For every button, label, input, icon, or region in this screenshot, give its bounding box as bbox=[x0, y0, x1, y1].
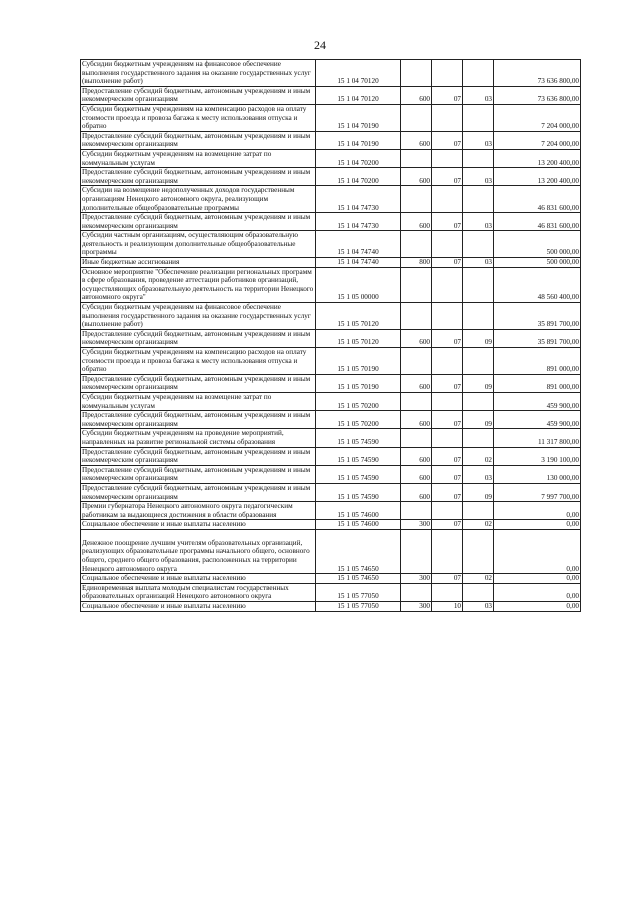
item-section: 07 bbox=[432, 86, 463, 104]
item-sum: 459 900,00 bbox=[494, 411, 581, 429]
item-section: 07 bbox=[432, 483, 463, 501]
item-expense-type bbox=[401, 429, 432, 447]
table-row bbox=[81, 267, 581, 302]
table-row bbox=[81, 374, 581, 392]
budget-table-body bbox=[81, 60, 581, 612]
item-expense-type: 600 bbox=[401, 86, 432, 104]
item-name: Субсидии бюджетным учреждениям на возмещение затрат по коммунальным услугам bbox=[81, 392, 316, 410]
item-sum: 500 000,00 bbox=[494, 258, 581, 268]
item-section: 07 bbox=[432, 258, 463, 268]
item-sum: 459 900,00 bbox=[494, 392, 581, 410]
item-subsection: 02 bbox=[463, 520, 494, 530]
item-name: Субсидии бюджетным учреждениям на проведение мероприятий, направленных на развитие региональной системы образования bbox=[81, 429, 316, 447]
item-subsection: 03 bbox=[463, 258, 494, 268]
item-expense-type bbox=[401, 60, 432, 87]
item-expense-type: 800 bbox=[401, 258, 432, 268]
item-name: Субсидии бюджетным учреждениям на компенсацию расходов на оплату стоимости проезда и провоза багажа к месту использования отпуска и обратно bbox=[81, 348, 316, 375]
item-sum: 0,00 bbox=[494, 520, 581, 530]
item-sum: 48 560 400,00 bbox=[494, 267, 581, 302]
item-expense-type: 300 bbox=[401, 574, 432, 584]
item-name: Основное мероприятие "Обеспечение реализации региональных программ в сфере образования, проведение аттестации работников организаций, осуществляющих образовательную деятельность на территории Ненецкого автономного округа" bbox=[81, 267, 316, 302]
item-subsection bbox=[463, 231, 494, 258]
item-expense-type: 600 bbox=[401, 168, 432, 186]
item-subsection bbox=[463, 529, 494, 573]
item-section bbox=[432, 529, 463, 573]
item-subsection: 09 bbox=[463, 411, 494, 429]
table-row bbox=[81, 168, 581, 186]
table-row bbox=[81, 583, 581, 601]
table-row bbox=[81, 104, 581, 131]
item-expense-type bbox=[401, 529, 432, 573]
item-code: 15 1 04 70190 bbox=[316, 131, 401, 149]
item-section: 07 bbox=[432, 465, 463, 483]
item-section: 07 bbox=[432, 520, 463, 530]
item-expense-type bbox=[401, 392, 432, 410]
item-code: 15 1 05 74600 bbox=[316, 502, 401, 520]
table-row bbox=[81, 149, 581, 167]
item-section bbox=[432, 267, 463, 302]
table-row bbox=[81, 502, 581, 520]
item-code: 15 1 05 70120 bbox=[316, 303, 401, 330]
item-subsection: 09 bbox=[463, 374, 494, 392]
item-name: Иные бюджетные ассигнования bbox=[81, 258, 316, 268]
item-code: 15 1 04 74740 bbox=[316, 231, 401, 258]
item-code: 15 1 05 70200 bbox=[316, 411, 401, 429]
table-row bbox=[81, 520, 581, 530]
item-expense-type bbox=[401, 502, 432, 520]
item-sum: 7 204 000,00 bbox=[494, 104, 581, 131]
item-sum: 891 000,00 bbox=[494, 374, 581, 392]
table-row bbox=[81, 131, 581, 149]
item-expense-type: 600 bbox=[401, 213, 432, 231]
table-row bbox=[81, 186, 581, 213]
item-sum: 7 997 700,00 bbox=[494, 483, 581, 501]
item-name: Социальное обеспечение и иные выплаты населению bbox=[81, 520, 316, 530]
item-section bbox=[432, 149, 463, 167]
item-name: Предоставление субсидий бюджетным, автономным учреждениям и иным некоммерческим организациям bbox=[81, 213, 316, 231]
item-name: Предоставление субсидий бюджетным, автономным учреждениям и иным некоммерческим организациям bbox=[81, 411, 316, 429]
item-subsection bbox=[463, 303, 494, 330]
item-section: 07 bbox=[432, 374, 463, 392]
item-subsection bbox=[463, 502, 494, 520]
item-section bbox=[432, 348, 463, 375]
item-expense-type bbox=[401, 149, 432, 167]
item-code: 15 1 05 77050 bbox=[316, 602, 401, 612]
table-row bbox=[81, 602, 581, 612]
item-section bbox=[432, 186, 463, 213]
item-expense-type bbox=[401, 231, 432, 258]
item-expense-type: 600 bbox=[401, 465, 432, 483]
item-code: 15 1 04 70190 bbox=[316, 104, 401, 131]
item-section: 07 bbox=[432, 411, 463, 429]
item-code: 15 1 05 70190 bbox=[316, 374, 401, 392]
item-sum: 891 000,00 bbox=[494, 348, 581, 375]
table-row bbox=[81, 483, 581, 501]
item-section bbox=[432, 429, 463, 447]
item-name: Предоставление субсидий бюджетным, автономным учреждениям и иным некоммерческим организациям bbox=[81, 447, 316, 465]
item-section: 07 bbox=[432, 213, 463, 231]
item-sum: 73 636 800,00 bbox=[494, 60, 581, 87]
item-section: 07 bbox=[432, 131, 463, 149]
item-name: Субсидии бюджетным учреждениям на финансовое обеспечение выполнения государственного задания на оказание государственных услуг (выполнение работ) bbox=[81, 60, 316, 87]
item-sum: 46 831 600,00 bbox=[494, 213, 581, 231]
item-code: 15 1 05 70120 bbox=[316, 329, 401, 347]
table-row bbox=[81, 529, 581, 573]
item-name: Предоставление субсидий бюджетным, автономным учреждениям и иным некоммерческим организациям bbox=[81, 131, 316, 149]
item-subsection: 03 bbox=[463, 86, 494, 104]
item-sum: 130 000,00 bbox=[494, 465, 581, 483]
item-code: 15 1 04 70120 bbox=[316, 60, 401, 87]
item-code: 15 1 04 70200 bbox=[316, 168, 401, 186]
item-section bbox=[432, 231, 463, 258]
item-name: Премии губернатора Ненецкого автономного округа педагогическим работникам за выдающиеся достижения в области образования bbox=[81, 502, 316, 520]
item-sum: 0,00 bbox=[494, 574, 581, 584]
item-expense-type bbox=[401, 303, 432, 330]
item-name: Субсидии бюджетным учреждениям на финансовое обеспечение выполнения государственного задания на оказание государственных услуг (выполнение работ) bbox=[81, 303, 316, 330]
item-expense-type bbox=[401, 104, 432, 131]
item-code: 15 1 05 74590 bbox=[316, 465, 401, 483]
item-subsection: 02 bbox=[463, 574, 494, 584]
item-section bbox=[432, 502, 463, 520]
item-name: Предоставление субсидий бюджетным, автономным учреждениям и иным некоммерческим организациям bbox=[81, 374, 316, 392]
item-subsection bbox=[463, 267, 494, 302]
table-row bbox=[81, 329, 581, 347]
item-expense-type bbox=[401, 583, 432, 601]
item-code: 15 1 05 77050 bbox=[316, 583, 401, 601]
item-name: Предоставление субсидий бюджетным, автономным учреждениям и иным некоммерческим организациям bbox=[81, 483, 316, 501]
item-name: Предоставление субсидий бюджетным, автономным учреждениям и иным некоммерческим организациям bbox=[81, 465, 316, 483]
item-expense-type: 600 bbox=[401, 131, 432, 149]
item-expense-type: 300 bbox=[401, 602, 432, 612]
table-row bbox=[81, 86, 581, 104]
item-subsection: 02 bbox=[463, 447, 494, 465]
item-section bbox=[432, 392, 463, 410]
item-sum: 0,00 bbox=[494, 602, 581, 612]
item-section: 07 bbox=[432, 447, 463, 465]
item-sum: 7 204 000,00 bbox=[494, 131, 581, 149]
item-name: Субсидии бюджетным учреждениям на компенсацию расходов на оплату стоимости проезда и провоза багажа к месту использования отпуска и обратно bbox=[81, 104, 316, 131]
item-sum: 0,00 bbox=[494, 529, 581, 573]
item-name: Субсидии частным организациям, осуществляющим образовательную деятельность и реализующим дополнительные общеобразовательные программы bbox=[81, 231, 316, 258]
item-expense-type bbox=[401, 267, 432, 302]
item-sum: 73 636 800,00 bbox=[494, 86, 581, 104]
table-row bbox=[81, 231, 581, 258]
item-subsection: 03 bbox=[463, 213, 494, 231]
table-row bbox=[81, 429, 581, 447]
item-subsection bbox=[463, 60, 494, 87]
item-code: 15 1 04 70120 bbox=[316, 86, 401, 104]
item-code: 15 1 05 74650 bbox=[316, 574, 401, 584]
item-code: 15 1 05 74590 bbox=[316, 483, 401, 501]
item-section: 07 bbox=[432, 574, 463, 584]
item-code: 15 1 04 74730 bbox=[316, 213, 401, 231]
item-subsection: 09 bbox=[463, 329, 494, 347]
item-name: Субсидии на возмещение недополученных доходов государственным организациям Ненецкого автономного округа, реализующим дополнительные общеобразовательные программы bbox=[81, 186, 316, 213]
table-row bbox=[81, 348, 581, 375]
item-subsection bbox=[463, 186, 494, 213]
item-code: 15 1 05 74590 bbox=[316, 447, 401, 465]
item-name: Предоставление субсидий бюджетным, автономным учреждениям и иным некоммерческим организациям bbox=[81, 86, 316, 104]
item-sum: 0,00 bbox=[494, 583, 581, 601]
table-row bbox=[81, 574, 581, 584]
item-sum: 46 831 600,00 bbox=[494, 186, 581, 213]
item-expense-type: 300 bbox=[401, 520, 432, 530]
table-row bbox=[81, 411, 581, 429]
item-subsection bbox=[463, 583, 494, 601]
item-name: Единовременная выплата молодым специалистам государственных образовательных организаций Ненецкого автономного округа bbox=[81, 583, 316, 601]
item-subsection: 03 bbox=[463, 602, 494, 612]
item-section bbox=[432, 60, 463, 87]
item-code: 15 1 04 70200 bbox=[316, 149, 401, 167]
item-sum: 0,00 bbox=[494, 502, 581, 520]
item-expense-type bbox=[401, 186, 432, 213]
item-name: Субсидии бюджетным учреждениям на возмещение затрат по коммунальным услугам bbox=[81, 149, 316, 167]
item-name: Социальное обеспечение и иные выплаты населению bbox=[81, 602, 316, 612]
item-section bbox=[432, 303, 463, 330]
item-expense-type: 600 bbox=[401, 329, 432, 347]
item-name: Социальное обеспечение и иные выплаты населению bbox=[81, 574, 316, 584]
page-number: 24 bbox=[314, 38, 326, 52]
item-expense-type: 600 bbox=[401, 483, 432, 501]
item-section: 07 bbox=[432, 168, 463, 186]
table-row bbox=[81, 392, 581, 410]
item-sum: 35 891 700,00 bbox=[494, 329, 581, 347]
item-code: 15 1 05 70200 bbox=[316, 392, 401, 410]
item-name: Денежное поощрение лучшим учителям образовательных организаций, реализующих образовательные программы начального общего, основного общего, среднего общего образования, расположенных на территории Ненецкого автономного округа bbox=[81, 529, 316, 573]
table-row bbox=[81, 447, 581, 465]
item-section bbox=[432, 104, 463, 131]
table-row bbox=[81, 60, 581, 87]
item-code: 15 1 04 74730 bbox=[316, 186, 401, 213]
item-sum: 500 000,00 bbox=[494, 231, 581, 258]
table-row bbox=[81, 303, 581, 330]
item-expense-type: 600 bbox=[401, 374, 432, 392]
item-sum: 3 190 100,00 bbox=[494, 447, 581, 465]
item-subsection: 03 bbox=[463, 131, 494, 149]
item-section: 10 bbox=[432, 602, 463, 612]
item-sum: 13 200 400,00 bbox=[494, 149, 581, 167]
item-subsection bbox=[463, 429, 494, 447]
item-subsection: 09 bbox=[463, 483, 494, 501]
item-sum: 11 317 800,00 bbox=[494, 429, 581, 447]
table-row bbox=[81, 213, 581, 231]
item-code: 15 1 05 70190 bbox=[316, 348, 401, 375]
item-sum: 35 891 700,00 bbox=[494, 303, 581, 330]
item-section bbox=[432, 583, 463, 601]
table-row bbox=[81, 465, 581, 483]
item-code: 15 1 05 74650 bbox=[316, 529, 401, 573]
item-sum: 13 200 400,00 bbox=[494, 168, 581, 186]
item-subsection bbox=[463, 348, 494, 375]
item-subsection: 03 bbox=[463, 168, 494, 186]
item-subsection: 03 bbox=[463, 465, 494, 483]
item-code: 15 1 05 74590 bbox=[316, 429, 401, 447]
item-subsection bbox=[463, 149, 494, 167]
table-row bbox=[81, 258, 581, 268]
item-code: 15 1 05 00000 bbox=[316, 267, 401, 302]
item-subsection bbox=[463, 104, 494, 131]
item-section: 07 bbox=[432, 329, 463, 347]
item-expense-type bbox=[401, 348, 432, 375]
item-name: Предоставление субсидий бюджетным, автономным учреждениям и иным некоммерческим организациям bbox=[81, 329, 316, 347]
item-subsection bbox=[463, 392, 494, 410]
item-code: 15 1 05 74600 bbox=[316, 520, 401, 530]
item-code: 15 1 04 74740 bbox=[316, 258, 401, 268]
item-expense-type: 600 bbox=[401, 447, 432, 465]
item-name: Предоставление субсидий бюджетным, автономным учреждениям и иным некоммерческим организациям bbox=[81, 168, 316, 186]
budget-table bbox=[80, 59, 581, 612]
item-expense-type: 600 bbox=[401, 411, 432, 429]
